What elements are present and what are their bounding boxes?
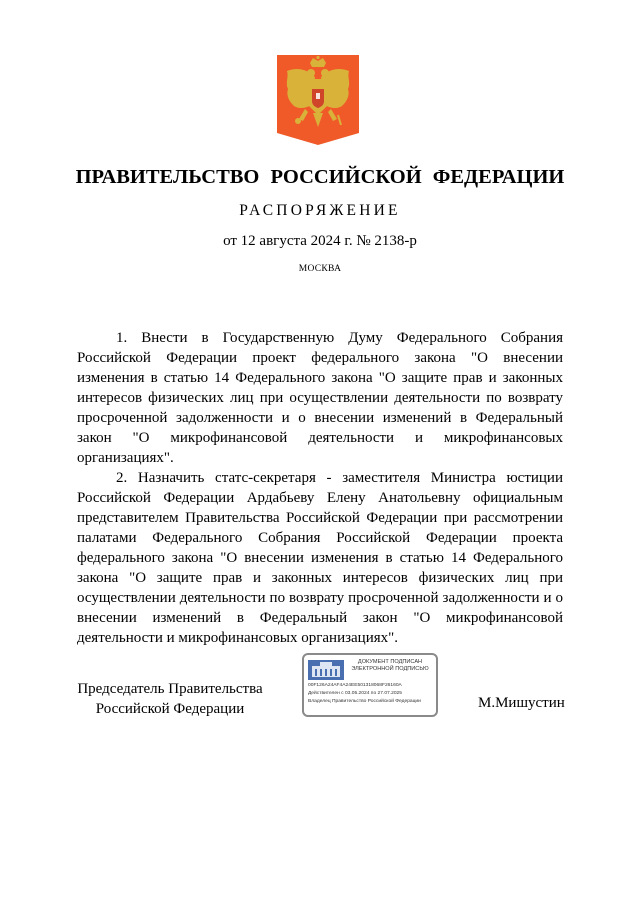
stamp-heading: [344, 659, 436, 673]
paragraph-1: 1. Внести в Государственную Думу Федерального Собрания Российской Федерации проект федерального закона "О внесении изменения в статью 14 Федерального закона "О защите прав и законных интересов физических лиц при осуществлении деятельности по возврату просроченной задолженности и о внесении изменений в Федеральный закон "О микрофинансовой деятельности и микрофинансовых организациях".: [77, 330, 563, 466]
document-type: РАСПОРЯЖЕНИЕ: [239, 202, 401, 219]
stamp-heading-line1: ДОКУМЕНТ ПОДПИСАН: [357, 659, 423, 665]
stamp-heading-line2: ЭЛЕКТРОННОЙ ПОДПИСЬЮ: [351, 666, 429, 672]
document-city: МОСКВА: [298, 264, 342, 274]
signatory-position-line2: Российской Федерации: [95, 701, 245, 717]
coat-of-arms-icon: [277, 55, 359, 145]
government-title: ПРАВИТЕЛЬСТВО РОССИЙСКОЙ ФЕДЕРАЦИИ: [75, 166, 565, 188]
electronic-signature-stamp: [302, 653, 438, 717]
stamp-certificate: 00F126A24AF4A24EE501318068F26160A: [308, 683, 402, 688]
paragraph-2: 2. Назначить статс-секретаря - заместителя Министра юстиции Российской Федерации Ардабьеву Елену Анатольевну официальным представителем Правительства Российской Федерации при рассмотрении палатами Федерального Собрания Российской Федерации проекта федерального закона "О внесении изменения в статью 14 Федерального закона "О защите прав и законных интересов физических лиц при осуществлении деятельности по возврату просроченной задолженности и о внесении изменений в Федеральный закон "О микрофинансовой деятельности и микрофинансовых организациях".: [77, 470, 563, 646]
signatory-position: [70, 679, 270, 719]
signatory-name: М.Мишустин: [478, 695, 565, 711]
stamp-owner: Владелец Правительство Российской Федерации: [308, 699, 421, 704]
document-date-number: от 12 августа 2024 г. № 2138-р: [223, 233, 417, 249]
signatory-position-line1: Председатель Правительства: [77, 681, 263, 697]
document-body: [77, 328, 563, 648]
government-building-icon: [308, 660, 344, 680]
stamp-validity: Действителен с 03.05.2024 по 27.07.2025: [308, 691, 402, 696]
